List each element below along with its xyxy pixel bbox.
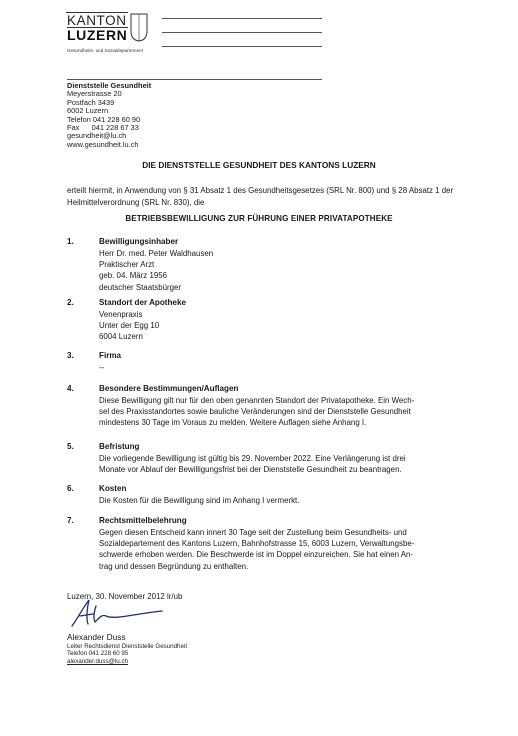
section-line: Gegen diesen Entscheid kann innert 30 Tage seit der Zustellung beim Gesundheits- und [99,528,407,537]
section-line: Herr Dr. med. Peter Waldhausen [99,249,214,258]
intro-paragraph: erteilt hiermit, in Anwendung von § 31 Absatz 1 des Gesundheitsgesetzes (SRL Nr. 800) und § 28 Absatz 1 der Heilmittelverordnung (SRL Nr. 830), die [67,186,454,207]
section-line: -- [99,363,105,372]
sender-phone: Telefon 041 228 60 90 [67,114,141,124]
section-line: 6004 Luzern [99,332,143,342]
section-number: 1. [67,237,74,246]
sender-rule [67,79,322,80]
sender-email: gesundheit@lu.ch [67,131,127,141]
section-line: trag und dessen Begründung zu enthalten. [99,561,249,571]
section-heading: Bewilligungsinhaber [99,237,179,246]
sender-street: Meyerstrasse 20 [67,89,122,99]
section-line: Venenpraxis [99,310,143,319]
sender-web: www.gesundheit.lu.ch [67,139,139,149]
logo-kanton: KANTON [67,13,127,28]
signer-name: Alexander Duss [67,632,126,642]
section-body [99,395,461,429]
section-number: 3. [67,351,74,360]
section-body [99,362,461,373]
section-heading: Besondere Bestimmungen/Auflagen [99,384,239,393]
logo-luzern: LUZERN [67,27,128,43]
sender-city: 6002 Luzern [67,106,109,116]
permit-title: BETRIEBSBEWILLIGUNG ZUR FÜHRUNG EINER PRIVATAPOTHEKE [125,214,393,223]
section-heading: Kosten [99,484,127,493]
section-heading: Standort der Apotheke [99,298,186,307]
place-date: Luzern, 30. November 2012 lr/ub [67,592,183,601]
section-heading: Rechtsmittelbelehrung [99,516,187,525]
section-line: Die Kosten für die Bewilligung sind im Anhang I vermerkt. [99,496,300,505]
section-line: Diese Bewilligung gilt nur für den oben genannten Standort der Privatapotheke. Ein Wech- [99,396,415,405]
sender-po-box: Postfach 3439 [67,97,115,107]
sender-fax: Fax 041 228 67 33 [67,123,139,133]
header-rule [162,32,322,33]
header-rule [162,46,322,47]
section-number: 5. [67,442,74,451]
section-line: schwerde erhoben werden. Die Beschwerde ist im Doppel einzureichen. Sie hat einen An- [99,550,414,560]
signer-details [67,643,187,665]
section-line: Praktischer Arzt [99,260,155,270]
signature-icon [66,596,166,630]
section-number: 2. [67,298,74,307]
section-line: sel des Praxisstandortes sowie bauliche Veränderungen sind der Dienststelle Gesundheit [99,407,411,417]
section-body [99,248,461,293]
section-line: geb. 04. März 1956 [99,271,167,281]
section-line: Die vorliegende Bewilligung ist gültig bis 29. November 2022. Eine Verlängerung ist drei [99,454,406,463]
section-heading: Firma [99,351,122,360]
section-body [99,527,461,572]
signer-phone: Telefon 041 228 60 95 [67,650,129,658]
section-number: 6. [67,484,74,493]
signer-email-link[interactable]: alexander.duss@lu.ch [67,657,128,665]
section-body [99,495,461,506]
coat-of-arms-icon [130,13,148,42]
section-line: Sozialdepartement des Kantons Luzern, Bahnhofstrasse 15, 6003 Luzern, Verwaltungsbe- [99,539,415,549]
department-name: Gesundheits- und Sozialdepartement [67,48,143,53]
sender-address [67,82,151,149]
section-heading: Befristung [99,442,140,451]
section-line: Unter der Egg 10 [99,321,160,331]
section-number: 7. [67,516,74,525]
document-title: DIE DIENSTSTELLE GESUNDHEIT DES KANTONS LUZERN [142,160,376,170]
header-rule [162,18,322,19]
section-line: deutscher Staatsbürger [99,282,182,292]
section-body [99,309,461,343]
section-line: mindestens 30 Tage im Voraus zu melden. Weitere Auflagen siehe Anhang I. [99,418,367,428]
signer-title: Leiter Rechtsdienst Dienststelle Gesundheit [67,643,188,650]
section-line: Monate vor Ablauf der Bewilligungsfrist bei der Dienststelle Gesundheit zu beantragen. [99,465,402,475]
section-body [99,453,461,475]
sender-name: Dienststelle Gesundheit [67,81,152,90]
section-number: 4. [67,384,74,393]
